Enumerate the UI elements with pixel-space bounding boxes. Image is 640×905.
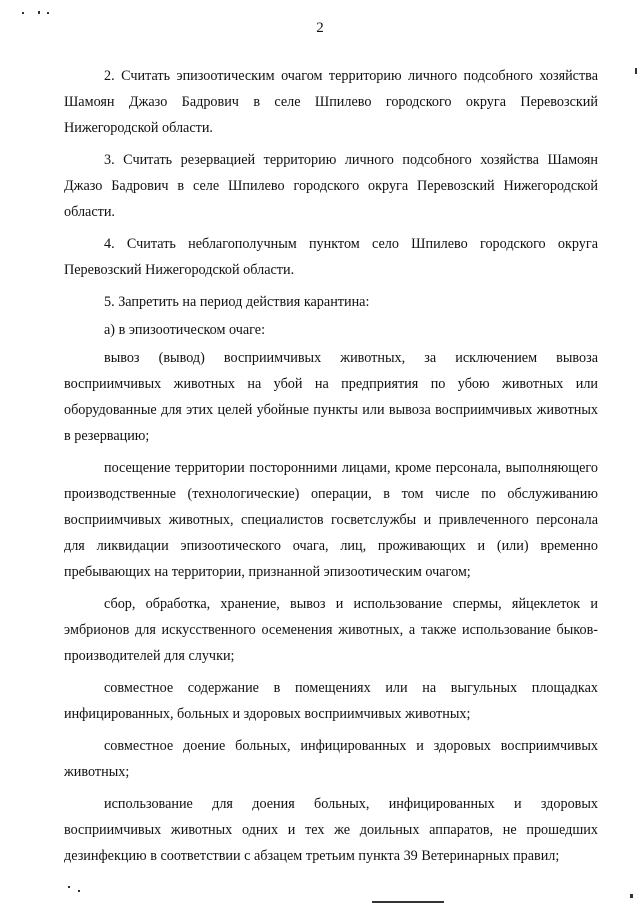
document-body [64,63,598,875]
subparagraph-a: а) в эпизоотическом очаге: [104,322,266,338]
prohibition-visits: посещение территории посторонними лицами, кроме персонала, выполняющего производственные (технологические) операции, в том числе по обслуживанию восприимчивых животных, специалистов госветслужбы и привлеченного персонала для ликвидации эпизоотического очага, лиц, проживающих и (или) временно пребывающих на территории, признанной эпизоотическим очагом; [64,460,598,580]
prohibition-joint-housing: совместное содержание в помещениях или на выгульных площадках инфицированных, больных и здоровых восприимчивых животных; [64,680,598,722]
scan-speck [78,890,80,892]
prohibition-milking-machines: использование для доения больных, инфицированных и здоровых восприимчивых животных одних и тех же доильных аппаратов, не прошедших дезинфекцию в соответствии с абзацем третьим пункта 39 Ветеринарных правил; [64,796,598,864]
scan-bottom-line [372,901,444,903]
prohibition-export: вывоз (вывод) восприимчивых животных, за исключением вывоза восприимчивых животных на убой на предприятия по убою животных или оборудованные для этих целей убойные пункты или вывоза восприимчивых животных в резервацию; [64,350,598,444]
scan-edge-mark [635,68,637,74]
page-number: 2 [316,20,324,36]
prohibition-joint-milking: совместное доение больных, инфицированных и здоровых восприимчивых животных; [64,738,598,780]
scan-edge-mark [630,894,633,898]
scan-speck [22,12,24,14]
paragraph-item-4: 4. Считать неблагополучным пунктом село Шпилево городского округа Перевозский Нижегородской области. [64,236,598,278]
paragraph-item-5: 5. Запретить на период действия карантина: [104,294,370,310]
paragraph-item-3: 3. Считать резервацией территорию личного подсобного хозяйства Шамоян Джазо Бадрович в селе Шпилево городского округа Перевозский Нижегородской области. [64,152,598,220]
paragraph-item-2: 2. Считать эпизоотическим очагом территорию личного подсобного хозяйства Шамоян Джазо Бадрович в селе Шпилево городского округа Перевозский Нижегородской области. [64,68,598,136]
scan-speck [68,886,70,888]
scan-speck [38,11,40,14]
scan-speck [47,12,49,14]
prohibition-semen: сбор, обработка, хранение, вывоз и использование спермы, яйцеклеток и эмбрионов для искусственного осеменения животных, а также использование быков-производителей для случки; [64,596,598,664]
